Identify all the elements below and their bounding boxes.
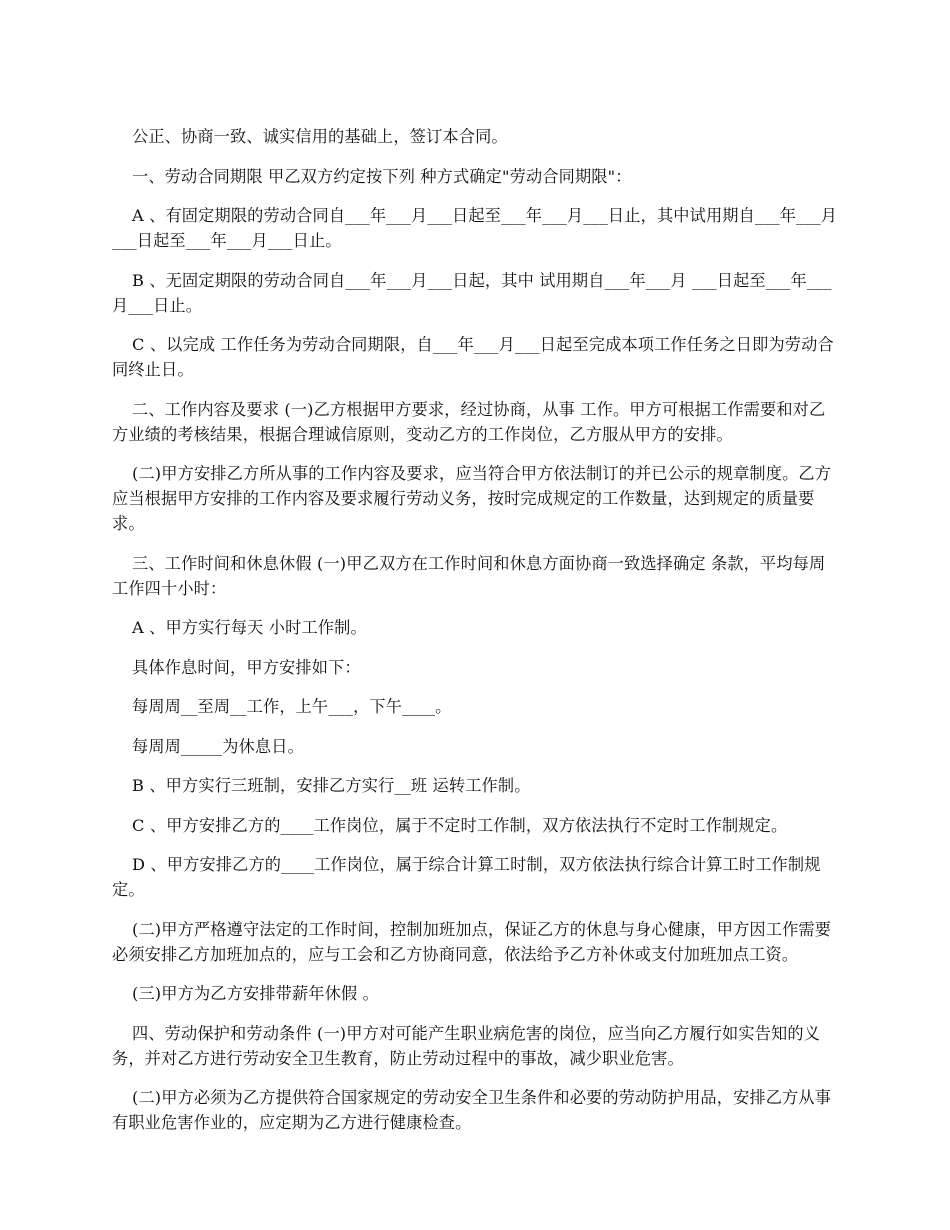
paragraph-section-3-item-2: (二)甲方严格遵守法定的工作时间，控制加班加点，保证乙方的休息与身心健康，甲方因工作需要必须安排乙方加班加点的，应与工会和乙方协商同意，依法给予乙方补休或支付加班加点工资。 [112,919,832,964]
paragraph-section-1-heading: 一、劳动合同期限 甲乙双方约定按下列 种方式确定"劳动合同期限"： [132,166,632,186]
paragraph-hours-option-a: A 、甲方实行每天 小时工作制。 [132,618,367,637]
paragraph-section-2-work-content: 二、工作内容及要求 (一)乙方根据甲方要求，经过协商，从事 工作。甲方可根据工作需要和对乙方业绩的考核结果，根据合理诚信原则，变动乙方的工作岗位，乙方服从甲方的安排。 [112,399,826,444]
paragraph-section-4-item-2: (二)甲方必须为乙方提供符合国家规定的劳动安全卫生条件和必要的劳动防护用品，安排乙方从事有职业危害作业的，应定期为乙方进行健康检查。 [112,1088,832,1132]
paragraph-preamble: 公正、协商一致、诚实信用的基础上，签订本合同。 [132,127,508,146]
paragraph-section-3-work-hours: 三、工作时间和休息休假 (一)甲乙双方在工作时间和休息方面协商一致选择确定 条款，平均每周工作四十小时： [112,553,826,598]
paragraph-term-option-c: C 、以完成 工作任务为劳动合同期限，自___年___月___日起至完成本项工作任务之日即为劳动合同终止日。 [112,335,834,379]
paragraph-hours-option-d: D 、甲方安排乙方的____工作岗位，属于综合计算工时制，双方依法执行综合计算工时工作制规定。 [112,855,821,899]
paragraph-section-4-protection: 四、劳动保护和劳动条件 (一)甲方对可能产生职业病危害的岗位，应当向乙方履行如实告知的义务，并对乙方进行劳动安全卫生教育，防止劳动过程中的事故，减少职业危害。 [112,1023,821,1068]
paragraph-term-option-b: B 、无固定期限的劳动合同自___年___月___日起，其中 试用期自___年___月 ___日起至___年___月___日止。 [112,270,832,315]
paragraph-schedule-intro: 具体作息时间，甲方安排如下： [132,657,361,677]
paragraph-hours-option-c: C 、甲方安排乙方的____工作岗位，属于不定时工作制，双方依法执行不定时工作制规定。 [132,815,788,835]
paragraph-section-2-item-2: (二)甲方安排乙方所从事的工作内容及要求，应当符合甲方依法制订的并已公示的规章制度。乙方应当根据甲方安排的工作内容及要求履行劳动义务，按时完成规定的工作数量，达到规定的质量要求。 [112,464,832,533]
paragraph-rest-days: 每周周_____为休息日。 [132,736,304,756]
paragraph-hours-option-b: B 、甲方实行三班制，安排乙方实行__班 运转工作制。 [132,776,531,795]
contract-body [112,124,838,1150]
paragraph-section-3-item-3: (三)甲方为乙方安排带薪年休假 。 [132,984,379,1003]
paragraph-term-option-a: A 、有固定期限的劳动合同自___年___月___日起至___年___月___日止，其中试用期自___年___月___日起至___年___月___日止。 [112,206,838,250]
paragraph-schedule-weekdays: 每周周__至周__工作，上午___，下午____。 [132,697,452,716]
